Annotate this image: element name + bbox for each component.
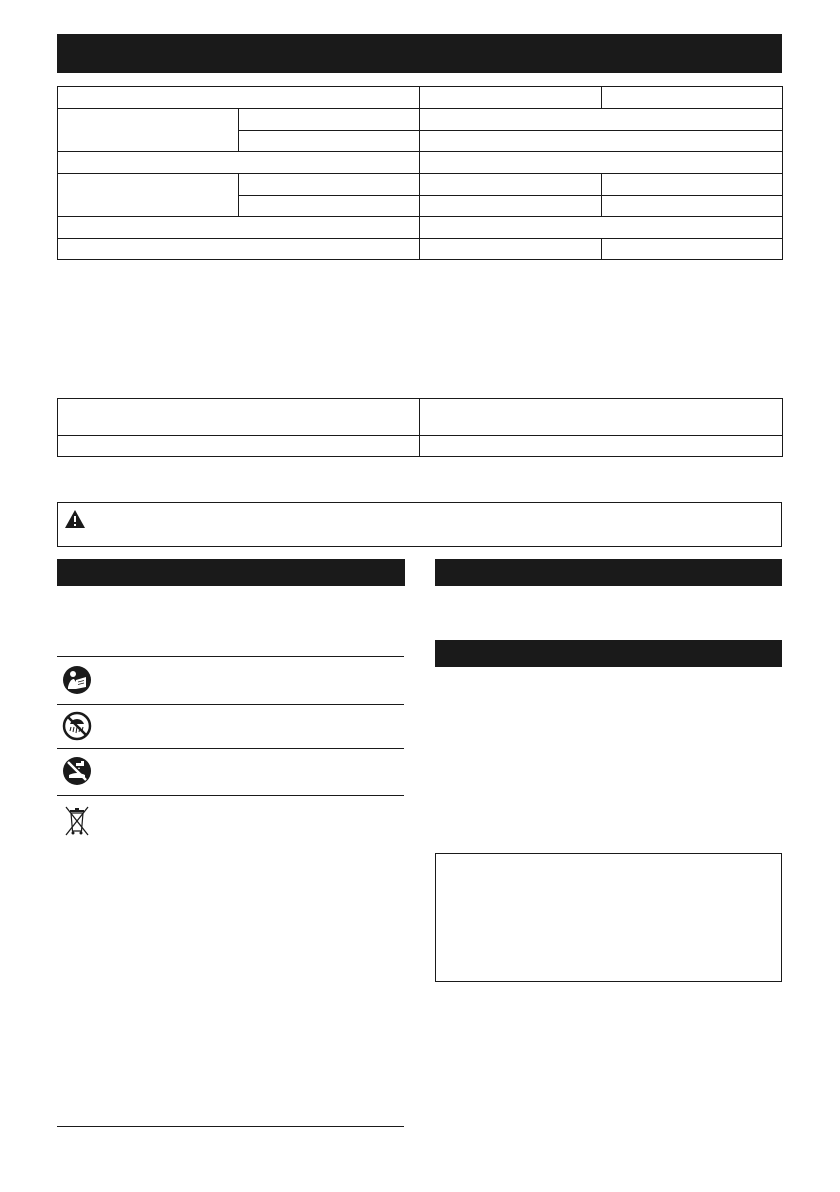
table-cell bbox=[58, 109, 239, 152]
table-cell bbox=[420, 239, 602, 260]
table-cell bbox=[602, 196, 783, 217]
notice-frame bbox=[435, 853, 782, 982]
table-cell bbox=[58, 217, 420, 239]
table-cell bbox=[602, 239, 783, 260]
battery-table bbox=[57, 398, 783, 457]
table-cell bbox=[420, 152, 783, 174]
section-heading-bar bbox=[435, 640, 782, 667]
table-row bbox=[58, 399, 783, 436]
table-cell bbox=[602, 87, 783, 109]
table-row bbox=[58, 174, 783, 196]
table-cell bbox=[58, 399, 420, 436]
table-cell bbox=[420, 399, 783, 436]
table-cell bbox=[420, 109, 783, 131]
warning-box bbox=[57, 502, 782, 547]
table-cell bbox=[420, 87, 602, 109]
no-water-icon bbox=[62, 756, 92, 786]
divider bbox=[57, 656, 404, 657]
table-row bbox=[58, 239, 783, 260]
table-cell bbox=[58, 174, 239, 217]
table-cell bbox=[239, 174, 420, 196]
symbols-heading-bar bbox=[57, 559, 405, 586]
specifications-table bbox=[57, 86, 783, 260]
table-row bbox=[58, 217, 783, 239]
divider bbox=[57, 1126, 404, 1127]
warning-triangle-icon bbox=[64, 509, 86, 529]
table-cell bbox=[58, 436, 420, 457]
section-heading-bar bbox=[435, 559, 782, 586]
table-row bbox=[58, 87, 783, 109]
table-cell bbox=[420, 217, 783, 239]
table-cell bbox=[239, 109, 420, 131]
table-cell bbox=[58, 239, 420, 260]
table-row bbox=[58, 436, 783, 457]
crossed-out-bin-icon bbox=[62, 803, 92, 833]
read-manual-icon bbox=[62, 665, 92, 695]
table-cell bbox=[420, 174, 602, 196]
divider bbox=[57, 795, 404, 796]
divider bbox=[57, 704, 404, 705]
no-rain-icon bbox=[62, 711, 92, 741]
footer-strip bbox=[0, 1186, 840, 1192]
divider bbox=[57, 748, 404, 749]
title-bar bbox=[57, 34, 782, 73]
table-cell bbox=[239, 196, 420, 217]
table-cell bbox=[58, 87, 420, 109]
table-cell bbox=[58, 152, 420, 174]
table-cell bbox=[239, 131, 420, 152]
table-row bbox=[58, 152, 783, 174]
table-cell bbox=[602, 174, 783, 196]
table-cell bbox=[420, 131, 783, 152]
table-cell bbox=[420, 436, 783, 457]
table-cell bbox=[420, 196, 602, 217]
table-row bbox=[58, 109, 783, 131]
